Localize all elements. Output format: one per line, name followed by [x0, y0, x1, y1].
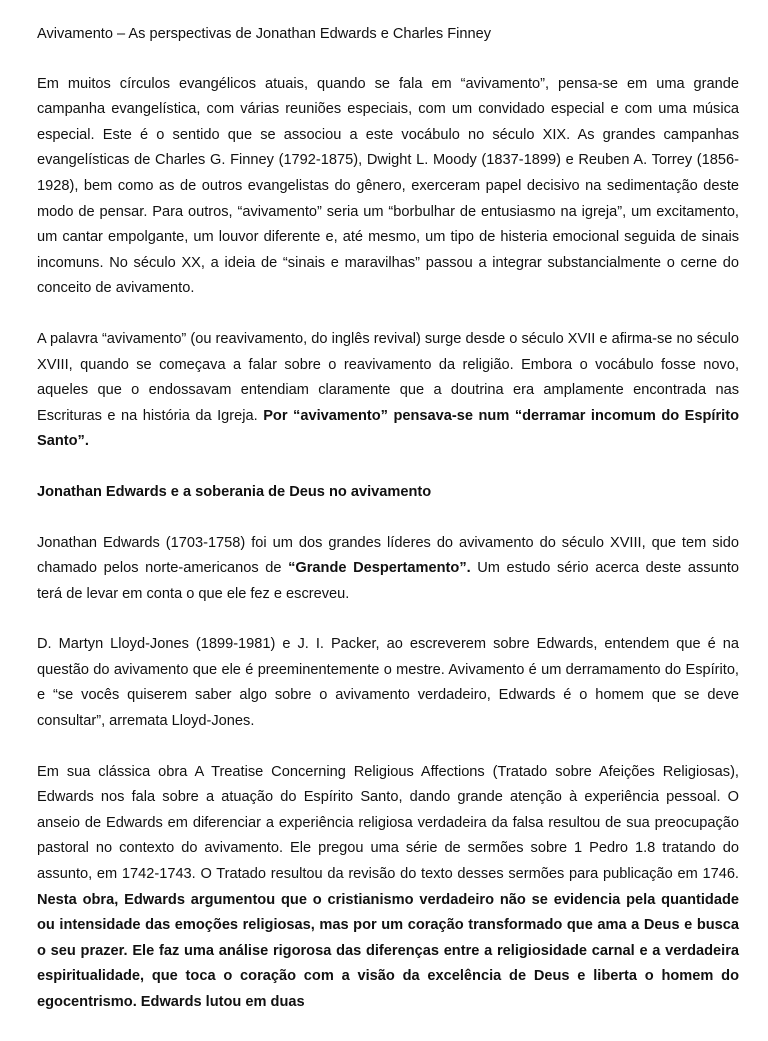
paragraph-2-text: A palavra “avivamento” (ou reavivamento, do inglês revival) surge desde o século XVII e afirma-se no século XVIII, quando se começava a falar sobre o reavivamento da religião. Embora o vocábulo fosse novo, aqueles que o endossavam entendiam claramente que a doutrina era amplamente encontrada nas Escrituras e na história da Igreja.: [37, 330, 739, 424]
paragraph-5-text: Em sua clássica obra A Treatise Concerning Religious Affections (Tratado sobre Afeições Religiosas), Edwards nos fala sobre a atuação do Espírito Santo, dando grande atenção à experiência pessoal. O anseio de Edwards em diferenciar a experiência religiosa verdadeira da falsa resultou de sua preocupação pastoral no contexto do avivamento. Ele pregou uma série de sermões sobre 1 Pedro 1.8 tratando do assunto, em 1742-1743. O Tratado resultou da revisão do texto desses sermões para publicação em 1746.: [37, 763, 739, 883]
paragraph-3-text: Jonathan Edwards (1703-1758) foi um dos grandes líderes do avivamento do século XVIII, que tem sido chamado pelos norte-americanos de: [37, 534, 739, 577]
document-title: Avivamento – As perspectivas de Jonathan Edwards e Charles Finney: [37, 26, 492, 42]
paragraph-3: [37, 531, 739, 608]
paragraph-5: [37, 760, 739, 1016]
paragraph-5-bold: Nesta obra, Edwards argumentou que o cristianismo verdadeiro não se evidencia pela quantidade ou intensidade das emoções religiosas, mas por um coração transformado que ama a Deus e busca o seu prazer. Ele faz uma análise rigorosa das diferenças entre a religiosidade carnal e a verdadeira espiritualidade, que toca o coração com a visão da excelência de Deus e liberta o homem do egocentrismo. Edwards lutou em duas: [37, 891, 739, 1010]
paragraph-3-tail: Um estudo sério acerca deste assunto terá de levar em conta o que ele fez e escreveu.: [37, 560, 739, 602]
document-page: [37, 22, 739, 1041]
paragraph-2: [37, 327, 739, 455]
paragraph-1: Em muitos círculos evangélicos atuais, quando se fala em “avivamento”, pensa-se em uma grande campanha evangelística, com várias reuniões especiais, com um convidado especial e com uma música especial. Este é o sentido que se associou a este vocábulo no século XIX. As grandes campanhas evangelísticas de Charles G. Finney (1792-1875), Dwight L. Moody (1837-1899) e Reuben A. Torrey (1856-1928), bem como as de outros evangelistas do gênero, exerceram papel decisivo na sedimentação deste modo de pensar. Para outros, “avivamento” seria um “borbulhar de entusiasmo na igreja”, um excitamento, um cantar empolgante, um louvor diferente e, até mesmo, um tipo de histeria emocional seguida de sinais incomuns. No século XX, a ideia de “sinais e maravilhas” passou a integrar substancialmente o cerne do conceito de avivamento.: [37, 75, 739, 297]
paragraph-3-bold: “Grande Despertamento”.: [288, 560, 471, 577]
paragraph-4: D. Martyn Lloyd-Jones (1899-1981) e J. I. Packer, ao escreverem sobre Edwards, entendem que é na questão do avivamento que ele é preeminentemente o mestre. Avivamento é um derramamento do Espírito, e “se vocês quiserem saber algo sobre o avivamento verdadeiro, Edwards é o homem que se deve consultar”, arremata Lloyd-Jones.: [37, 636, 739, 730]
paragraph-2-bold: Por “avivamento” pensava-se num “derramar incomum do Espírito Santo”.: [37, 407, 739, 450]
section-heading: Jonathan Edwards e a soberania de Deus no avivamento: [37, 483, 432, 500]
